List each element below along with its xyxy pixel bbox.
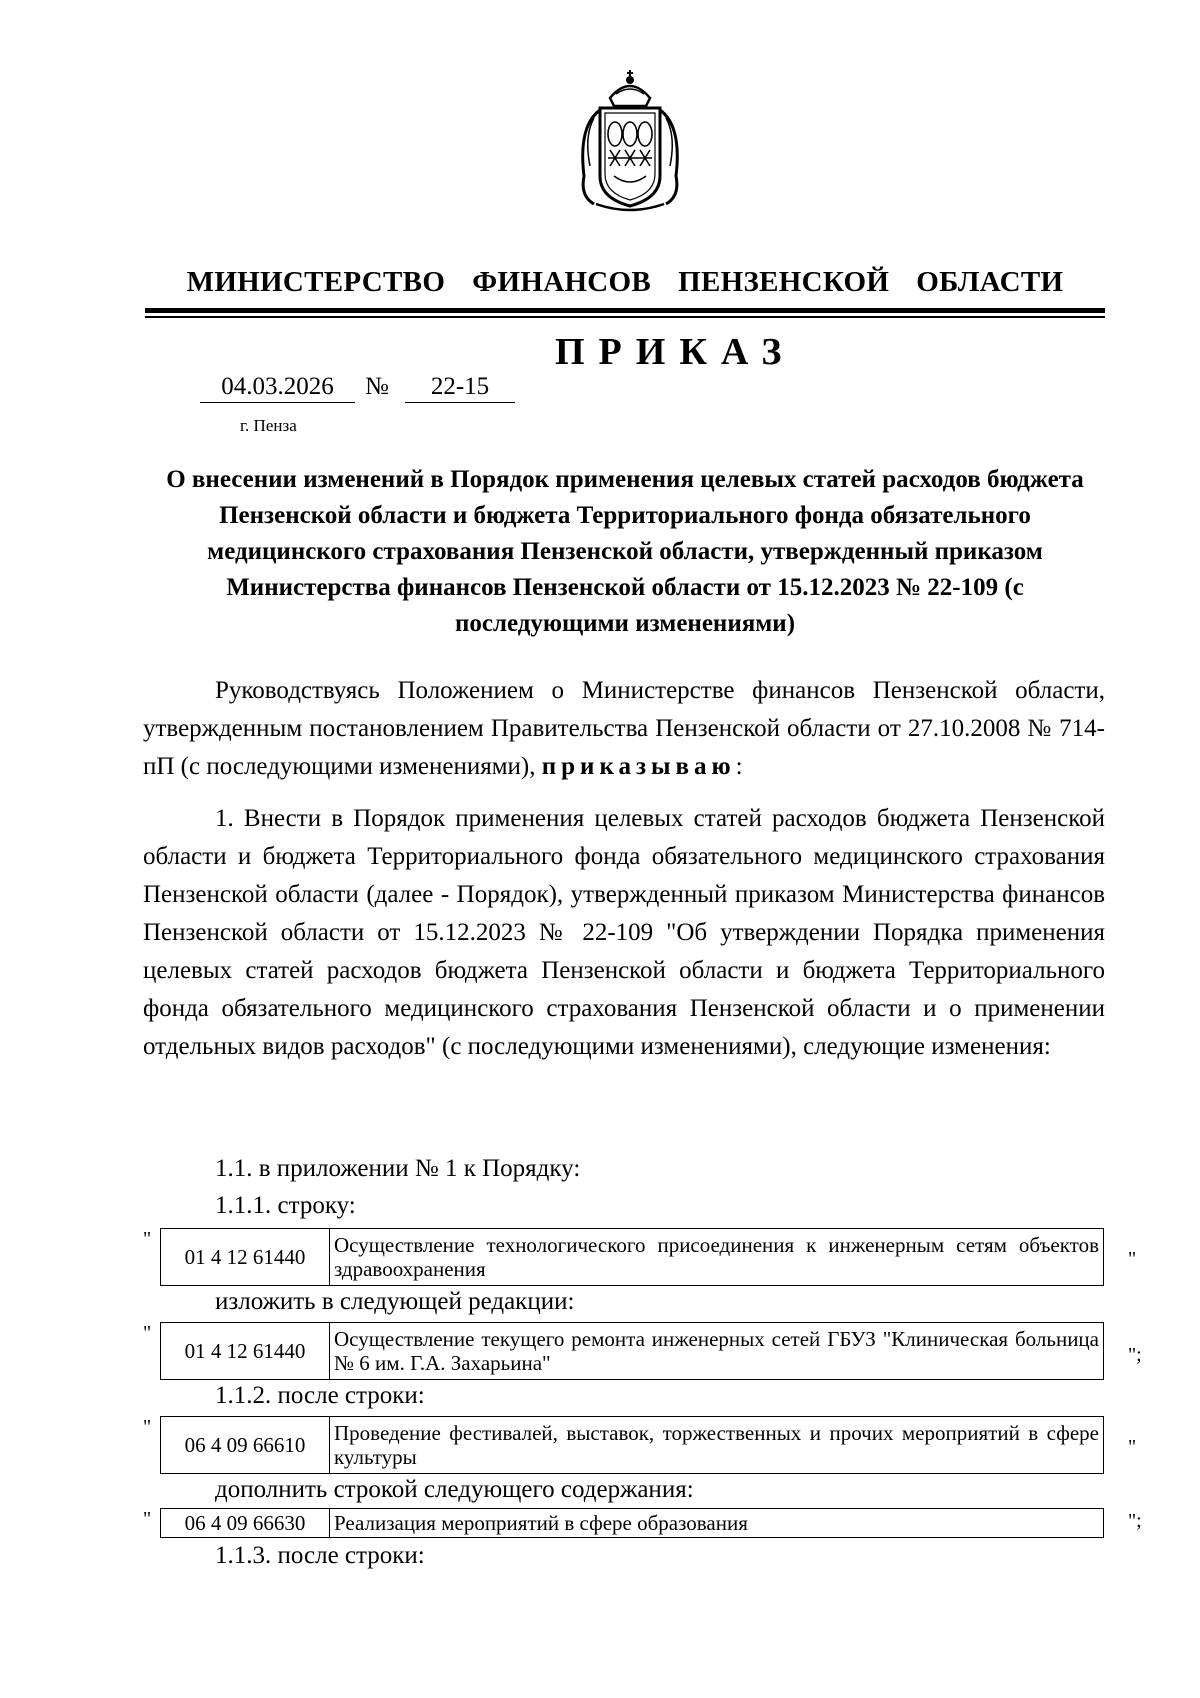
order-word: приказываю bbox=[541, 753, 736, 780]
row2-text: Осуществление текущего ремонта инженерных сетей ГБУЗ "Клиническая больница № 6 им. Г.А. Захарьина" bbox=[330, 1323, 1104, 1380]
row3-open-quote: " bbox=[143, 1416, 152, 1438]
number-sign: № bbox=[365, 373, 389, 400]
item-1-1: 1.1. в приложении № 1 к Порядку: bbox=[215, 1155, 581, 1182]
table-row bbox=[161, 1323, 1104, 1380]
table-row bbox=[161, 1417, 1104, 1474]
document-number: 22-15 bbox=[405, 372, 515, 403]
code-table-row3 bbox=[160, 1416, 1104, 1474]
preamble-text: Руководствуясь Положением о Министерстве финансов Пензенской области, утвержденным постановлением Правительства Пензенской области от 27.10.2008 № 714-пП (с последующими изменениями), bbox=[143, 677, 1105, 780]
code-table-row2 bbox=[160, 1322, 1104, 1380]
row1-open-quote: " bbox=[143, 1228, 152, 1250]
document-date: 04.03.2026 bbox=[200, 372, 355, 403]
row1-code: 01 4 12 61440 bbox=[161, 1229, 330, 1286]
row2-open-quote: " bbox=[143, 1322, 152, 1344]
item-1-1-2: 1.1.2. после строки: bbox=[215, 1382, 425, 1409]
row3-text: Проведение фестивалей, выставок, торжественных и прочих мероприятий в сфере культуры bbox=[330, 1417, 1104, 1474]
coat-of-arms-emblem bbox=[570, 66, 690, 216]
order-colon: : bbox=[735, 753, 743, 780]
preamble-paragraph bbox=[143, 672, 1105, 786]
row4-code: 06 4 09 66630 bbox=[161, 1509, 330, 1538]
row4-text: Реализация мероприятий в сфере образования bbox=[330, 1509, 1104, 1538]
row4-close-quote: "; bbox=[1128, 1510, 1142, 1532]
supplement-line: дополнить строкой следующего содержания: bbox=[215, 1476, 694, 1503]
code-table-row4 bbox=[160, 1508, 1104, 1538]
header-rule-thin bbox=[145, 316, 1105, 318]
row1-text: Осуществление технологического присоединения к инженерным сетям объектов здравоохранения bbox=[330, 1229, 1104, 1286]
item-1-1-1: 1.1.1. строку: bbox=[215, 1192, 356, 1219]
code-table-row1 bbox=[160, 1228, 1104, 1286]
table-row bbox=[161, 1229, 1104, 1286]
document-title: О внесении изменений в Порядок применения целевых статей расходов бюджета Пензенской области и бюджета Территориального фонда обязательного медицинского страхования Пензенской области, утвержденный приказом Министерства финансов Пензенской области от 15.12.2023 № 22-109 (с последующими изменениями) bbox=[166, 466, 1084, 637]
document-type: ПРИКАЗ bbox=[555, 331, 796, 373]
row3-code: 06 4 09 66610 bbox=[161, 1417, 330, 1474]
document-city: г. Пенза bbox=[240, 416, 297, 435]
row2-close-quote: "; bbox=[1128, 1344, 1142, 1366]
ministry-name: МИНИСТЕРСТВО ФИНАНСОВ ПЕНЗЕНСКОЙ ОБЛАСТИ bbox=[186, 266, 1064, 298]
table-row bbox=[161, 1509, 1104, 1538]
row1-close-quote: " bbox=[1128, 1248, 1137, 1270]
restate-line: изложить в следующей редакции: bbox=[215, 1288, 575, 1315]
item-1-paragraph: 1. Внести в Порядок применения целевых статей расходов бюджета Пензенской области и бюджета Территориального фонда обязательного медицинского страхования Пензенской области (далее - Порядок), утвержденный приказом Министерства финансов Пензенской области от 15.12.2023 № 22-109 "Об утверждении Порядка применения целевых статей расходов бюджета Пензенской области и бюджета Территориального фонда обязательного медицинского страхования Пензенской области и о применении отдельных видов расходов" (с последующими изменениями), следующие изменения: bbox=[143, 805, 1105, 1060]
row4-open-quote: " bbox=[143, 1508, 152, 1530]
header-rule-thick bbox=[145, 308, 1105, 313]
row3-close-quote: " bbox=[1128, 1436, 1137, 1458]
row2-code: 01 4 12 61440 bbox=[161, 1323, 330, 1380]
item-1-1-3: 1.1.3. после строки: bbox=[215, 1542, 425, 1569]
